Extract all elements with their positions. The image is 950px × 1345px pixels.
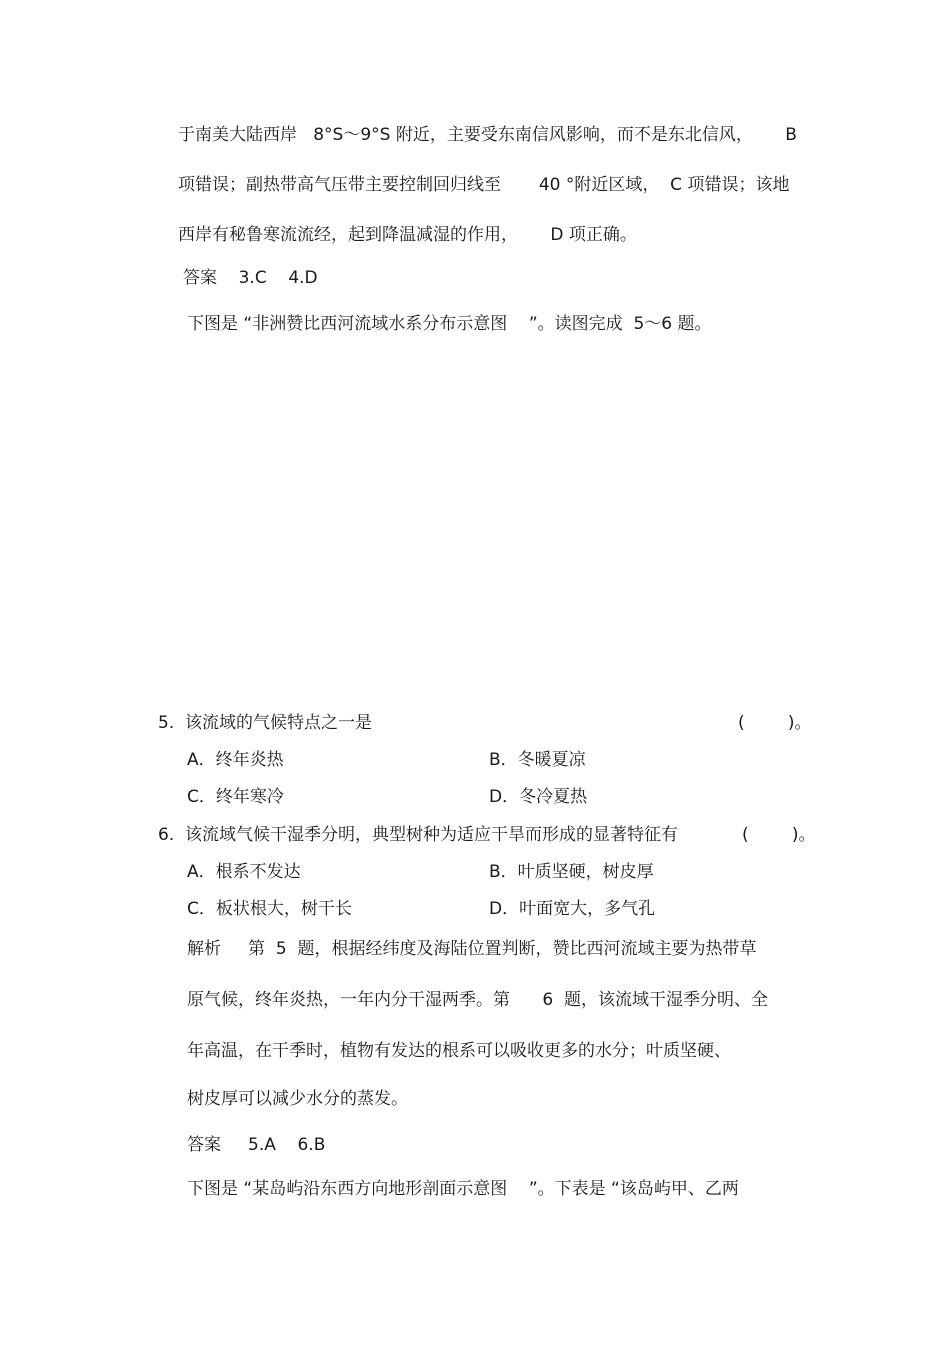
q6-option-d: D．叶面宽大，多气孔: [489, 899, 656, 919]
q5-option-c: C．终年寒冷: [187, 787, 284, 807]
prev-explanation-line-2: 项错误；副热带高气压带主要控制回归线至 40 °附近区域， C 项错误；该地: [178, 175, 790, 195]
prev-answer: 答案 3.C 4.D: [183, 268, 318, 288]
intro-next-question: 下图是 “某岛屿沿东西方向地形剖面示意图 ”。下表是 “该岛屿甲、乙两: [187, 1179, 739, 1199]
prev-explanation-line-1: 于南美大陆西岸 8°S～9°S 附近，主要受东南信风影响，而不是东北信风， B: [178, 125, 797, 145]
explanation-5-6-line-3: 年高温，在干季时，植物有发达的根系可以吸收更多的水分；叶质坚硬、: [187, 1041, 731, 1061]
q5-option-b: B．冬暖夏凉: [489, 750, 586, 770]
answer-5-6: 答案 5.A 6.B: [187, 1135, 326, 1155]
q6-option-c: C．板状根大，树干长: [187, 899, 352, 919]
intro-q5-6: 下图是 “非洲赞比西河流域水系分布示意图 ”。读图完成 5～6 题。: [187, 314, 712, 334]
q5-option-d: D．冬冷夏热: [489, 787, 588, 807]
prev-explanation-line-3: 西岸有秘鲁寒流流经，起到降温减湿的作用， D 项正确。: [178, 225, 637, 245]
q5-stem: 5. 该流域的气候特点之一是: [158, 713, 373, 733]
q6-option-a: A．根系不发达: [187, 862, 301, 882]
explanation-5-6-line-1: 解析 第 5 题，根据经纬度及海陆位置判断，赞比西河流域主要为热带草: [187, 939, 757, 959]
q5-bracket: ( )。: [738, 713, 812, 733]
q6-stem: 6. 该流域气候干湿季分明，典型树种为适应干旱而形成的显著特征有: [158, 825, 679, 845]
q5-option-a: A．终年炎热: [187, 750, 284, 770]
q6-option-b: B．叶质坚硬，树皮厚: [489, 862, 654, 882]
q6-bracket: ( )。: [742, 825, 816, 845]
explanation-5-6-line-4: 树皮厚可以减少水分的蒸发。: [187, 1089, 408, 1109]
figure-placeholder: [180, 360, 800, 680]
explanation-5-6-line-2: 原气候，终年炎热，一年内分干湿两季。第 6 题，该流域干湿季分明、全: [187, 990, 769, 1010]
